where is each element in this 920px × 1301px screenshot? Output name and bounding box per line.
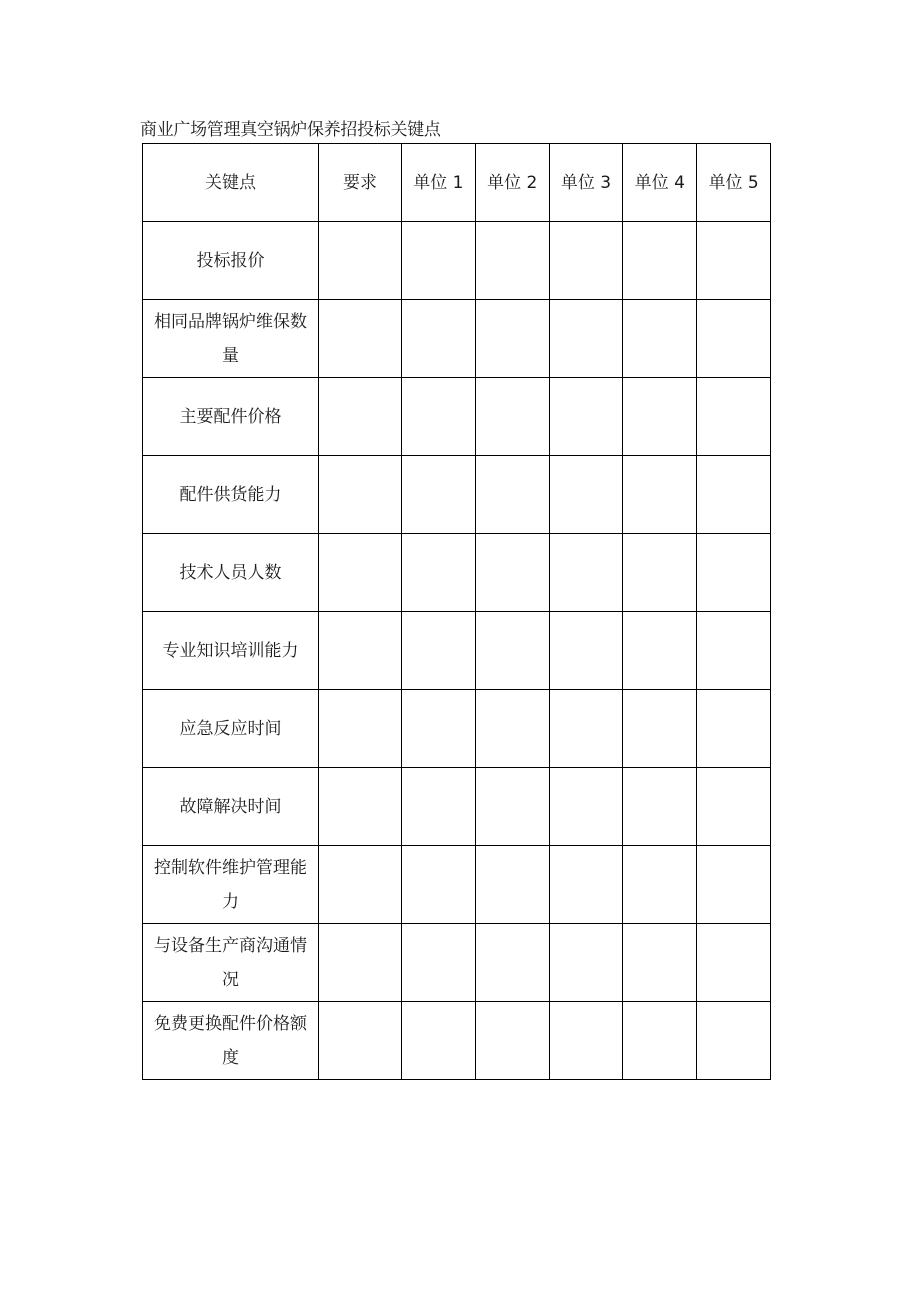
table-row	[143, 690, 771, 768]
unit-cell	[475, 612, 549, 690]
unit-cell	[549, 300, 623, 378]
requirement-cell	[319, 1002, 402, 1080]
unit-cell	[623, 846, 697, 924]
key-point-cell: 技术人员人数	[143, 534, 319, 612]
unit-cell	[402, 846, 476, 924]
unit-cell	[549, 846, 623, 924]
table-row	[143, 534, 771, 612]
key-point-cell: 故障解决时间	[143, 768, 319, 846]
unit-cell	[697, 378, 771, 456]
requirement-cell	[319, 378, 402, 456]
unit-cell	[475, 300, 549, 378]
header-unit-1: 单位 1	[402, 144, 476, 222]
key-point-cell: 应急反应时间	[143, 690, 319, 768]
unit-cell	[549, 378, 623, 456]
key-point-cell: 相同品牌锅炉维保数量	[143, 300, 319, 378]
key-point-cell: 配件供货能力	[143, 456, 319, 534]
unit-cell	[697, 612, 771, 690]
unit-cell	[475, 456, 549, 534]
unit-cell	[697, 1002, 771, 1080]
key-point-cell: 专业知识培训能力	[143, 612, 319, 690]
table-row	[143, 768, 771, 846]
requirement-cell	[319, 612, 402, 690]
unit-cell	[402, 300, 476, 378]
table-row	[143, 846, 771, 924]
table-row	[143, 612, 771, 690]
unit-cell	[623, 378, 697, 456]
unit-cell	[623, 924, 697, 1002]
unit-cell	[475, 222, 549, 300]
unit-cell	[623, 222, 697, 300]
unit-cell	[402, 924, 476, 1002]
unit-cell	[623, 1002, 697, 1080]
unit-cell	[402, 378, 476, 456]
unit-cell	[697, 222, 771, 300]
key-point-cell: 投标报价	[143, 222, 319, 300]
table-row	[143, 924, 771, 1002]
unit-cell	[475, 534, 549, 612]
key-point-cell: 与设备生产商沟通情况	[143, 924, 319, 1002]
unit-cell	[623, 768, 697, 846]
unit-cell	[623, 612, 697, 690]
header-unit-3: 单位 3	[549, 144, 623, 222]
header-unit-2: 单位 2	[475, 144, 549, 222]
unit-cell	[623, 534, 697, 612]
table-row	[143, 222, 771, 300]
unit-cell	[549, 456, 623, 534]
table-row	[143, 378, 771, 456]
unit-cell	[697, 846, 771, 924]
table-header-row	[143, 144, 771, 222]
unit-cell	[697, 300, 771, 378]
requirement-cell	[319, 690, 402, 768]
unit-cell	[697, 690, 771, 768]
header-unit-4: 单位 4	[623, 144, 697, 222]
unit-cell	[549, 534, 623, 612]
table-row	[143, 456, 771, 534]
unit-cell	[475, 924, 549, 1002]
unit-cell	[623, 300, 697, 378]
unit-cell	[402, 768, 476, 846]
requirement-cell	[319, 300, 402, 378]
unit-cell	[697, 534, 771, 612]
key-points-table	[142, 143, 771, 1080]
unit-cell	[549, 612, 623, 690]
requirement-cell	[319, 846, 402, 924]
key-point-cell: 免费更换配件价格额度	[143, 1002, 319, 1080]
unit-cell	[402, 534, 476, 612]
key-point-cell: 主要配件价格	[143, 378, 319, 456]
table-row	[143, 300, 771, 378]
unit-cell	[475, 690, 549, 768]
unit-cell	[549, 222, 623, 300]
requirement-cell	[319, 768, 402, 846]
unit-cell	[402, 1002, 476, 1080]
table-row	[143, 1002, 771, 1080]
unit-cell	[402, 456, 476, 534]
unit-cell	[549, 768, 623, 846]
unit-cell	[402, 222, 476, 300]
unit-cell	[402, 612, 476, 690]
unit-cell	[475, 768, 549, 846]
header-key-point: 关键点	[143, 144, 319, 222]
document-title: 商业广场管理真空锅炉保养招投标关键点	[140, 120, 441, 140]
unit-cell	[549, 1002, 623, 1080]
unit-cell	[549, 690, 623, 768]
header-unit-5: 单位 5	[697, 144, 771, 222]
unit-cell	[402, 690, 476, 768]
header-requirement: 要求	[319, 144, 402, 222]
requirement-cell	[319, 534, 402, 612]
unit-cell	[697, 768, 771, 846]
unit-cell	[549, 924, 623, 1002]
requirement-cell	[319, 924, 402, 1002]
requirement-cell	[319, 222, 402, 300]
unit-cell	[475, 846, 549, 924]
key-point-cell: 控制软件维护管理能力	[143, 846, 319, 924]
unit-cell	[623, 690, 697, 768]
unit-cell	[475, 378, 549, 456]
unit-cell	[697, 456, 771, 534]
unit-cell	[623, 456, 697, 534]
requirement-cell	[319, 456, 402, 534]
unit-cell	[475, 1002, 549, 1080]
unit-cell	[697, 924, 771, 1002]
